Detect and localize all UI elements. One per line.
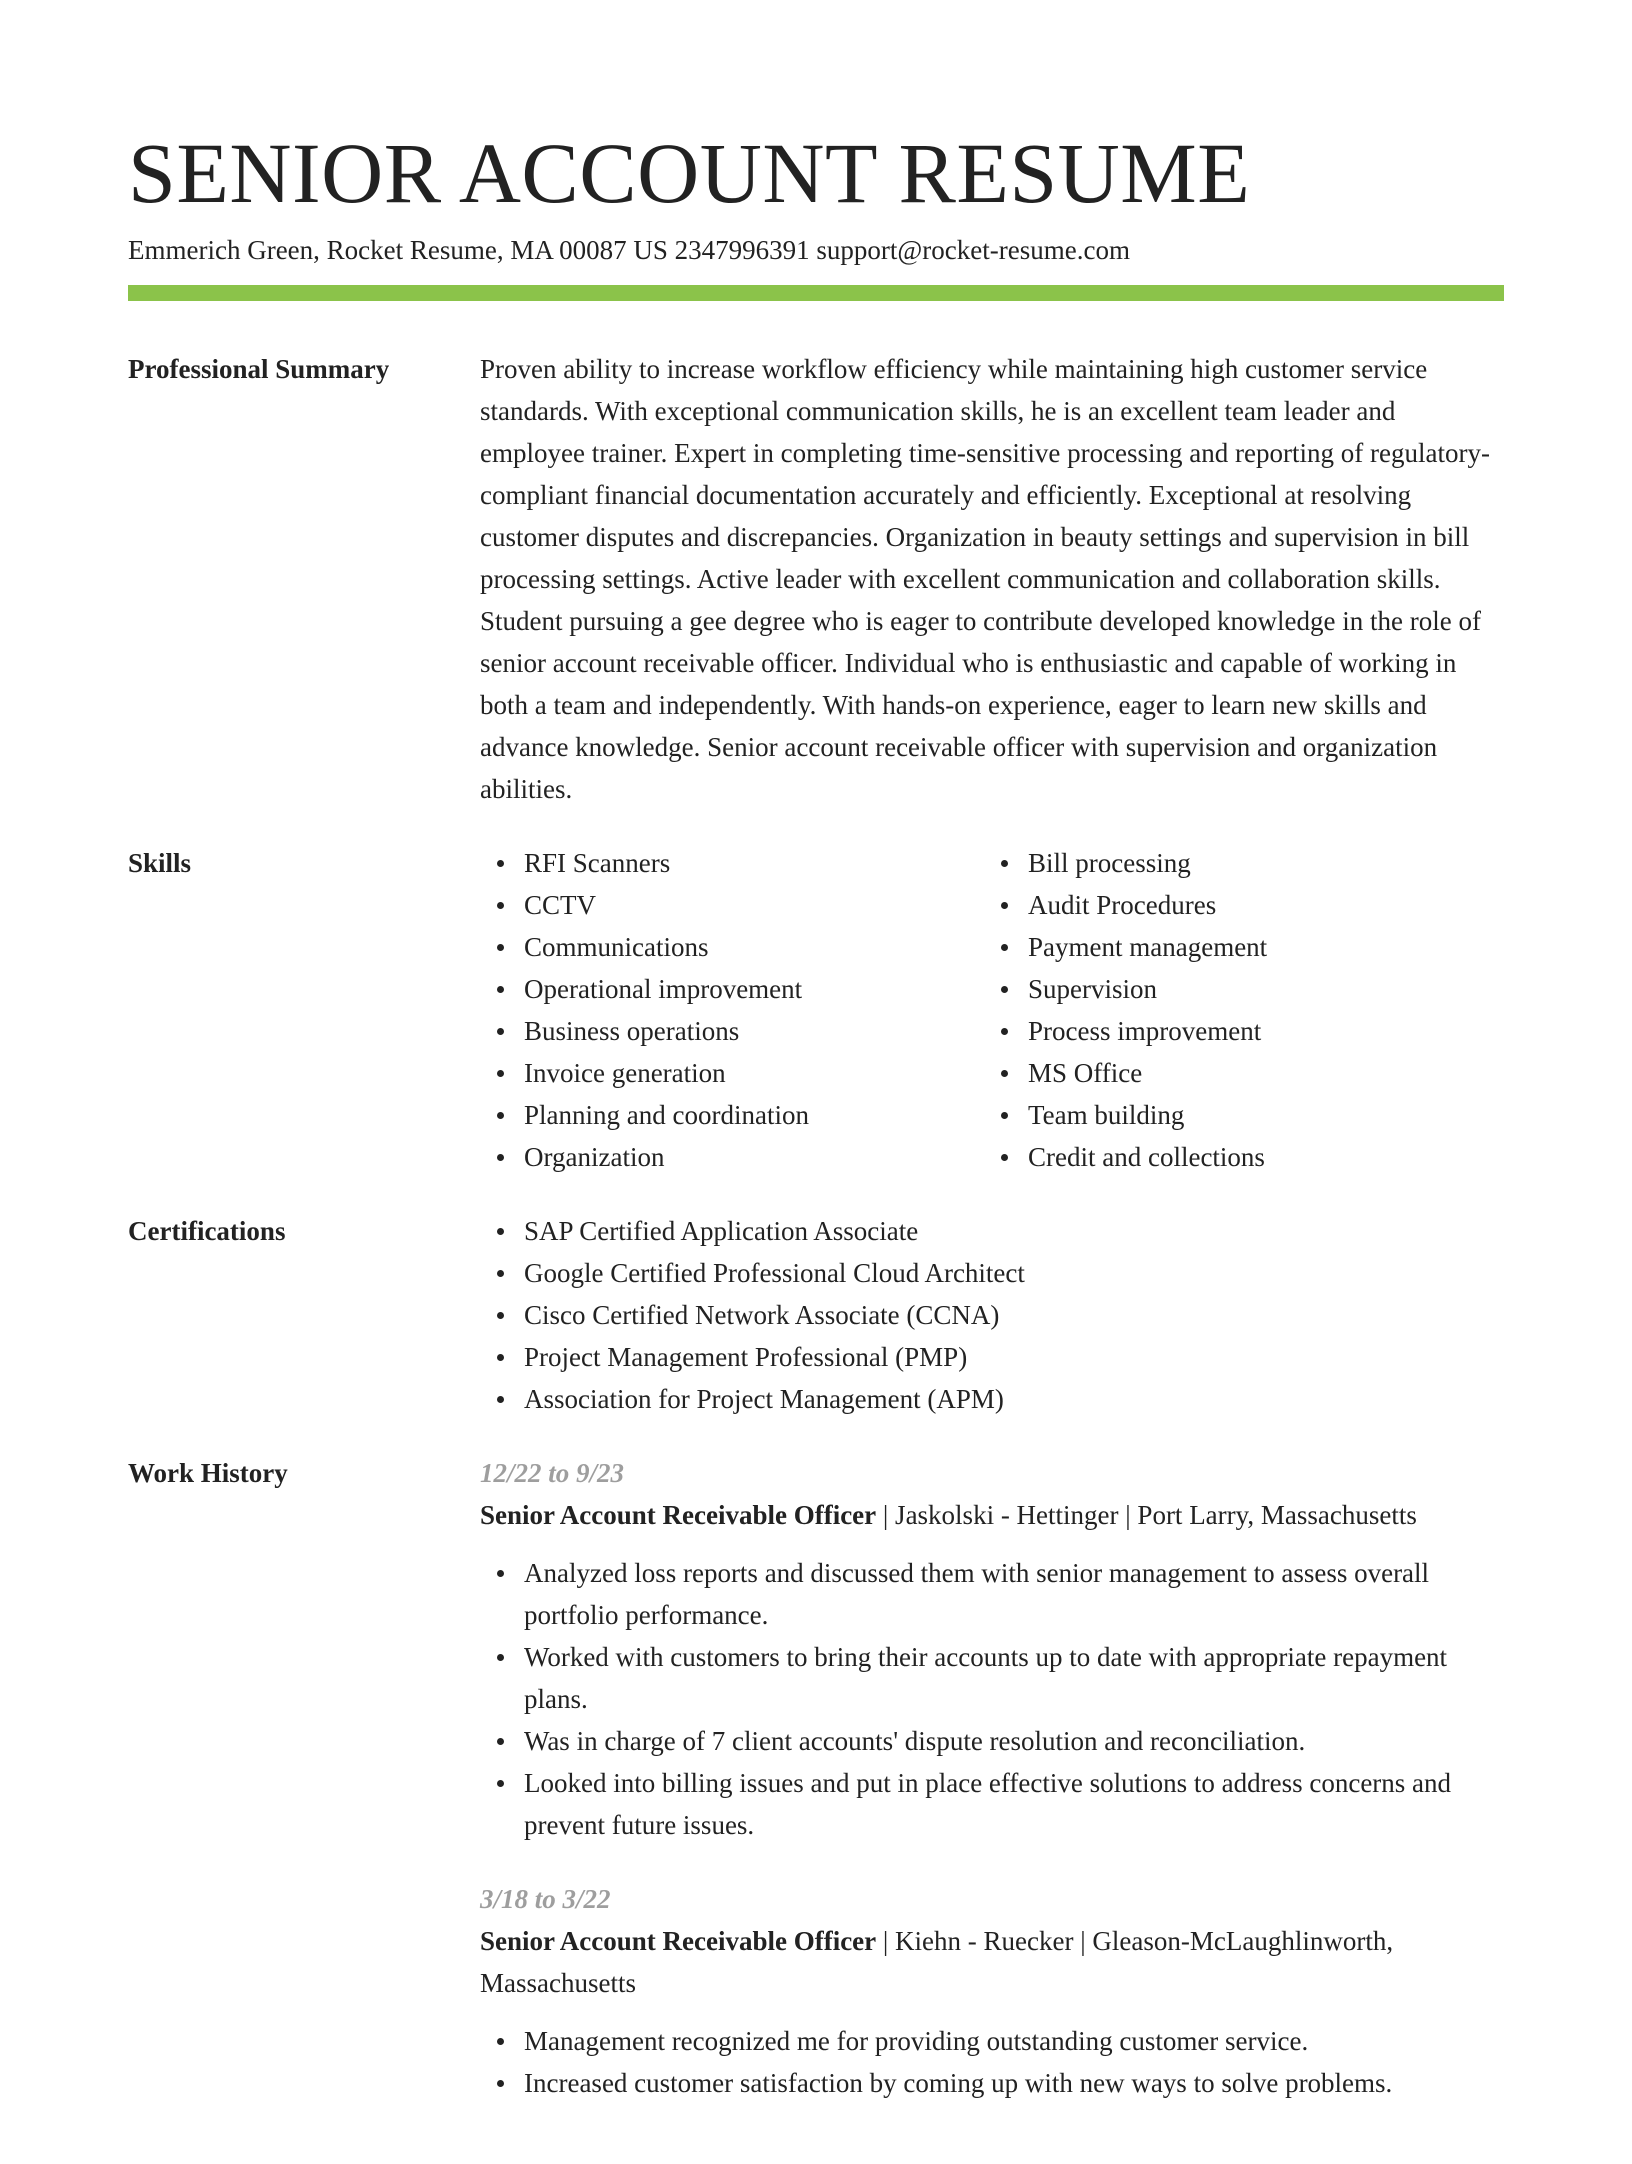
- summary-text: Proven ability to increase workflow efficiency while maintaining high customer service standards. With exceptional communication skills, he is an excellent team leader and employee trainer. Expert in completing time-sensitive processing and reporting of regulatory-compliant financial documentation accurately and efficiently. Exceptional at resolving customer disputes and discrepancies. Organization in beauty settings and supervision in bill processing settings. Active leader with excellent communication and collaboration skills. Student pursuing a gee degree who is eager to contribute developed knowledge in the role of senior account receivable officer. Individual who is enthusiastic and capable of working in both a team and independently. With hands-on experience, eager to learn new skills and advance knowledge. Senior account receivable officer with supervision and organization abilities.: [480, 354, 1490, 804]
- job-dates: 12/22 to 9/23: [480, 1458, 625, 1488]
- job-title: Senior Account Receivable Officer: [480, 1500, 877, 1530]
- job-title: Senior Account Receivable Officer: [480, 1926, 877, 1956]
- contact-name: Emmerich Green,: [128, 235, 320, 265]
- list-item: Operational improvement: [524, 968, 984, 1010]
- section-label-skills: Skills: [128, 848, 192, 878]
- job-details: | Kiehn - Ruecker | Gleason-McLaughlinworth, Massachusetts: [480, 1926, 1394, 1998]
- section-label-summary: Professional Summary: [128, 354, 390, 384]
- job-entry: [480, 1878, 1504, 2104]
- list-item: Payment management: [1028, 926, 1488, 968]
- section-body-work-history: [480, 1452, 1504, 2134]
- skills-list-left: [480, 842, 984, 1178]
- resume-sections: [128, 348, 1504, 2164]
- list-item: Bill processing: [1028, 842, 1488, 884]
- job-header: [480, 1494, 1504, 1536]
- contact-region: MA 00087 US: [510, 235, 668, 265]
- section-label-certifications: Certifications: [128, 1216, 286, 1246]
- list-item: Organization: [524, 1136, 984, 1178]
- list-item: Project Management Professional (PMP): [524, 1336, 1504, 1378]
- list-item: Google Certified Professional Cloud Architect: [524, 1252, 1504, 1294]
- list-item: Worked with customers to bring their accounts up to date with appropriate repayment plans.: [524, 1636, 1504, 1720]
- job-bullets: [480, 1552, 1504, 1846]
- skills-columns: [480, 842, 1504, 1178]
- list-item: CCTV: [524, 884, 984, 926]
- contact-company: Rocket Resume,: [326, 235, 504, 265]
- certifications-list: [480, 1210, 1504, 1420]
- skills-column-left: [480, 842, 984, 1178]
- contact-phone: 2347996391: [674, 235, 810, 265]
- job-dates: 3/18 to 3/22: [480, 1884, 611, 1914]
- list-item: Analyzed loss reports and discussed them with senior management to assess overall portfolio performance.: [524, 1552, 1504, 1636]
- accent-divider: [128, 285, 1504, 301]
- list-item: RFI Scanners: [524, 842, 984, 884]
- section-work-history: [128, 1452, 1504, 2134]
- list-item: Communications: [524, 926, 984, 968]
- section-body-certifications: [480, 1210, 1504, 1420]
- list-item: Process improvement: [1028, 1010, 1488, 1052]
- list-item: Association for Project Management (APM): [524, 1378, 1504, 1420]
- contact-line: [128, 232, 1130, 268]
- job-entry: [480, 1452, 1504, 1846]
- section-label-work-history: Work History: [128, 1458, 288, 1488]
- list-item: MS Office: [1028, 1052, 1488, 1094]
- list-item: SAP Certified Application Associate: [524, 1210, 1504, 1252]
- skills-list-right: [984, 842, 1488, 1178]
- list-item: Invoice generation: [524, 1052, 984, 1094]
- section-summary: [128, 348, 1504, 810]
- list-item: Cisco Certified Network Associate (CCNA): [524, 1294, 1504, 1336]
- list-item: Supervision: [1028, 968, 1488, 1010]
- job-header: [480, 1920, 1504, 2004]
- job-details: | Jaskolski - Hettinger | Port Larry, Massachusetts: [876, 1500, 1417, 1530]
- list-item: Planning and coordination: [524, 1094, 984, 1136]
- list-item: Management recognized me for providing outstanding customer service.: [524, 2020, 1504, 2062]
- section-body-skills: [480, 842, 1504, 1178]
- list-item: Credit and collections: [1028, 1136, 1488, 1178]
- skills-column-right: [984, 842, 1488, 1178]
- list-item: Team building: [1028, 1094, 1488, 1136]
- section-certifications: [128, 1210, 1504, 1420]
- section-skills: [128, 842, 1504, 1178]
- list-item: Audit Procedures: [1028, 884, 1488, 926]
- contact-email: support@rocket-resume.com: [816, 235, 1130, 265]
- list-item: Increased customer satisfaction by coming up with new ways to solve problems.: [524, 2062, 1504, 2104]
- list-item: Looked into billing issues and put in place effective solutions to address concerns and prevent future issues.: [524, 1762, 1504, 1846]
- page-title: SENIOR ACCOUNT RESUME: [128, 125, 1251, 221]
- list-item: Business operations: [524, 1010, 984, 1052]
- section-body-summary: [480, 348, 1504, 810]
- list-item: Was in charge of 7 client accounts' dispute resolution and reconciliation.: [524, 1720, 1504, 1762]
- job-bullets: [480, 2020, 1504, 2104]
